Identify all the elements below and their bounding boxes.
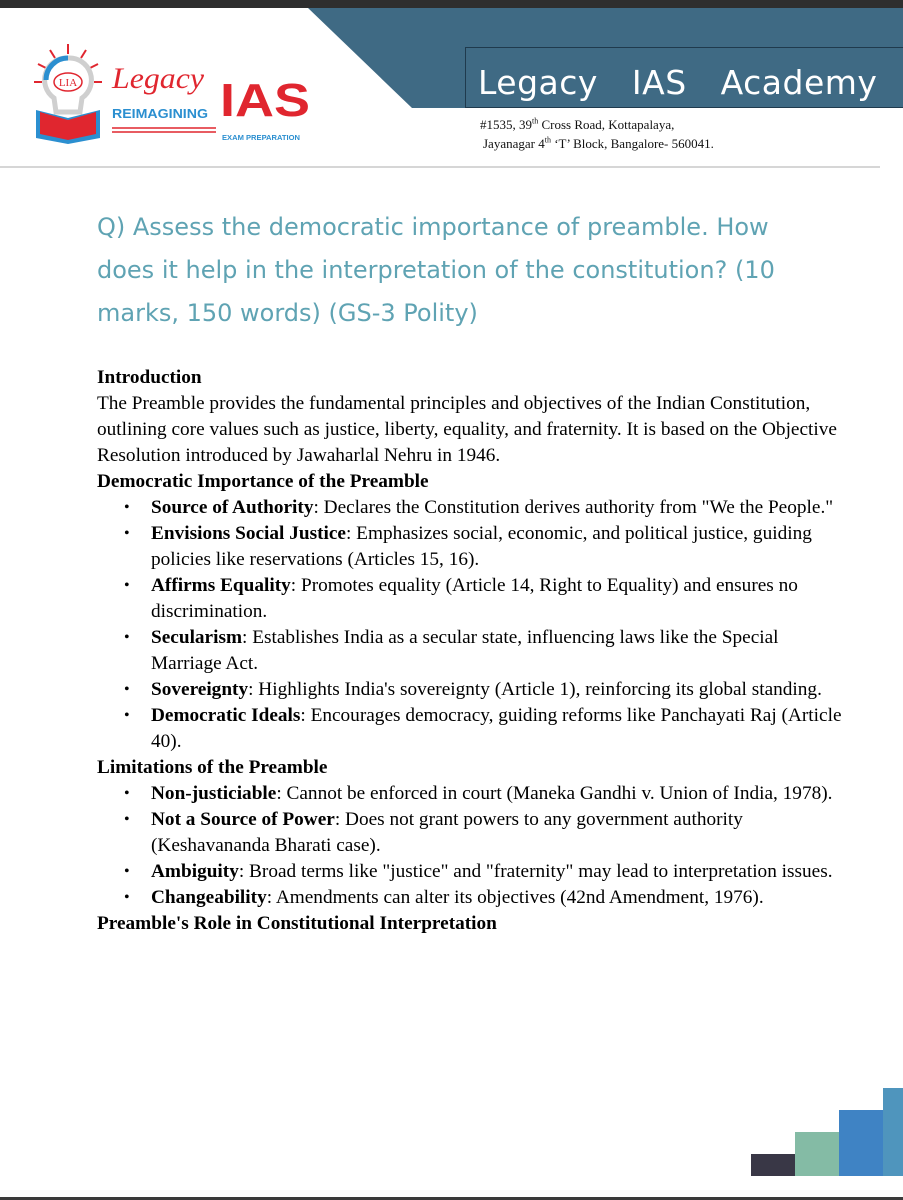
democratic-heading: Democratic Importance of the Preamble [97,471,429,492]
list-item: • Sovereignty: Highlights India's sovereignty (Article 1), reinforcing its global standing. [151,677,842,703]
footer-block-4 [883,1088,903,1176]
answer-body [97,365,842,937]
limitations-list [97,781,842,911]
list-item: • Non-justiciable: Cannot be enforced in court (Maneka Gandhi v. Union of India, 1978). [151,781,842,807]
list-item: • Changeability: Amendments can alter its objectives (42nd Amendment, 1976). [151,885,842,911]
academy-title: Legacy IAS Academy [478,63,878,102]
role-heading: Preamble's Role in Constitutional Interpretation [97,913,497,934]
svg-text:IAS: IAS [220,74,310,126]
list-item: • Ambiguity: Broad terms like "justice" and "fraternity" may lead to interpretation issues. [151,859,842,885]
svg-text:REIMAGINING: REIMAGINING [112,106,208,121]
address-line-2: Jayanagar 4th ‘T’ Block, Bangalore- 560041. [483,135,714,151]
intro-heading: Introduction [97,367,202,388]
list-item: • Envisions Social Justice: Emphasizes social, economic, and political justice, guiding policies like reservations (Articles 15, 16). [151,521,842,573]
footer-block-3 [839,1110,883,1176]
limitations-heading: Limitations of the Preamble [97,757,328,778]
header-divider [0,166,880,168]
footer-block-1 [751,1154,795,1176]
top-border [0,0,903,8]
democratic-list [97,495,842,755]
list-item: • Affirms Equality: Promotes equality (Article 14, Right to Equality) and ensures no discrimination. [151,573,842,625]
footer-block-2 [795,1132,839,1176]
svg-text:Legacy: Legacy [110,62,205,95]
intro-text: The Preamble provides the fundamental principles and objectives of the Indian Constitution, outlining core values such as justice, liberty, equality, and fraternity. It is based on the Objective Resolution introduced by Jawaharlal Nehru in 1946. [97,393,837,466]
list-item: • Not a Source of Power: Does not grant powers to any government authority (Keshavananda Bharati case). [151,807,842,859]
legacy-ias-logo [30,40,330,152]
list-item: • Secularism: Establishes India as a secular state, influencing laws like the Special Marriage Act. [151,625,842,677]
address-line-1: #1535, 39th Cross Road, Kottapalaya, [480,116,675,132]
svg-text:LIA: LIA [58,77,78,89]
question-heading: Q) Assess the democratic importance of preamble. How does it help in the interpretation of the constitution? (10 marks, 150 words) (GS-3 Polity) [97,213,775,327]
list-item: • Source of Authority: Declares the Constitution derives authority from "We the People." [151,495,842,521]
svg-text:EXAM PREPARATION: EXAM PREPARATION [222,135,300,142]
list-item: • Democratic Ideals: Encourages democracy, guiding reforms like Panchayati Raj (Article 40). [151,703,842,755]
